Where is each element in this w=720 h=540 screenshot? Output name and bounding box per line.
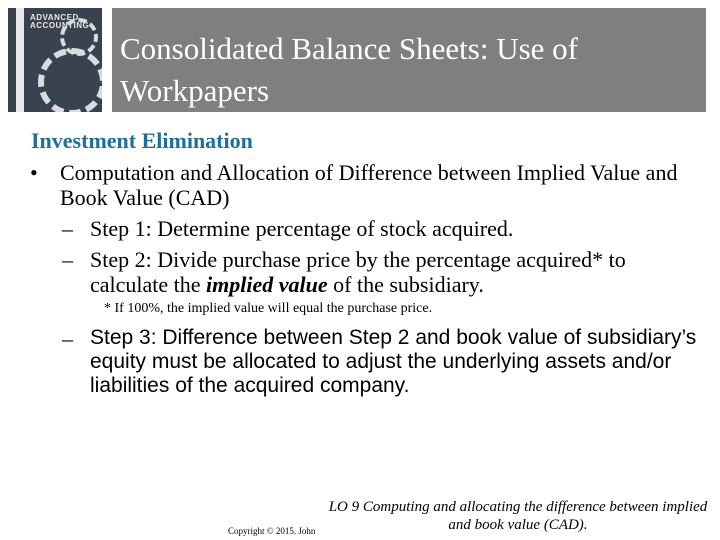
slide-title: Consolidated Balance Sheets: Use of Workpapers bbox=[120, 31, 579, 108]
book-cover-title-line2: ACCOUNTING bbox=[30, 21, 90, 30]
bullet-marker: • bbox=[30, 160, 38, 185]
step-2-text-part: of the subsidiary. bbox=[327, 272, 484, 297]
implied-value-emphasis: implied value bbox=[206, 272, 328, 297]
footnote: * If 100%, the implied value will equal the purchase price. bbox=[104, 301, 433, 316]
book-cover-title-line1: ADVANCED bbox=[30, 13, 79, 22]
section-heading: Investment Elimination bbox=[31, 128, 253, 153]
learning-objective-footer: LO 9 Computing and allocating the difference between implied and book value (CAD). bbox=[328, 499, 708, 533]
step-2-text-part: Step 2: Divide purchase price by the percentage acquired* to calculate the bbox=[90, 247, 626, 297]
dash-marker: – bbox=[62, 326, 73, 351]
title-bar bbox=[112, 8, 706, 112]
book-cover-image bbox=[8, 8, 102, 112]
bullet-text-part: Computation and Allocation of Difference between Implied Value and Book Value ( bbox=[60, 160, 678, 210]
bullet-text-abbr: CAD bbox=[175, 185, 223, 210]
bullet-text-part: ) bbox=[222, 185, 230, 210]
step-2-text bbox=[90, 247, 700, 297]
dash-marker: – bbox=[62, 247, 73, 272]
gear-graphic bbox=[60, 18, 98, 56]
dash-marker: – bbox=[62, 216, 73, 241]
book-spine bbox=[16, 8, 24, 112]
copyright-text: Copyright © 2015. John bbox=[228, 526, 316, 536]
step-3-text: Step 3: Difference between Step 2 and book value of subsidiary’s equity must be allocated to adjust the underlying assets and/or liabilities of the acquired company. bbox=[90, 326, 697, 397]
bullet-text bbox=[60, 160, 720, 210]
gear-graphic bbox=[38, 48, 102, 112]
step-1-text: Step 1: Determine percentage of stock acquired. bbox=[90, 216, 514, 241]
